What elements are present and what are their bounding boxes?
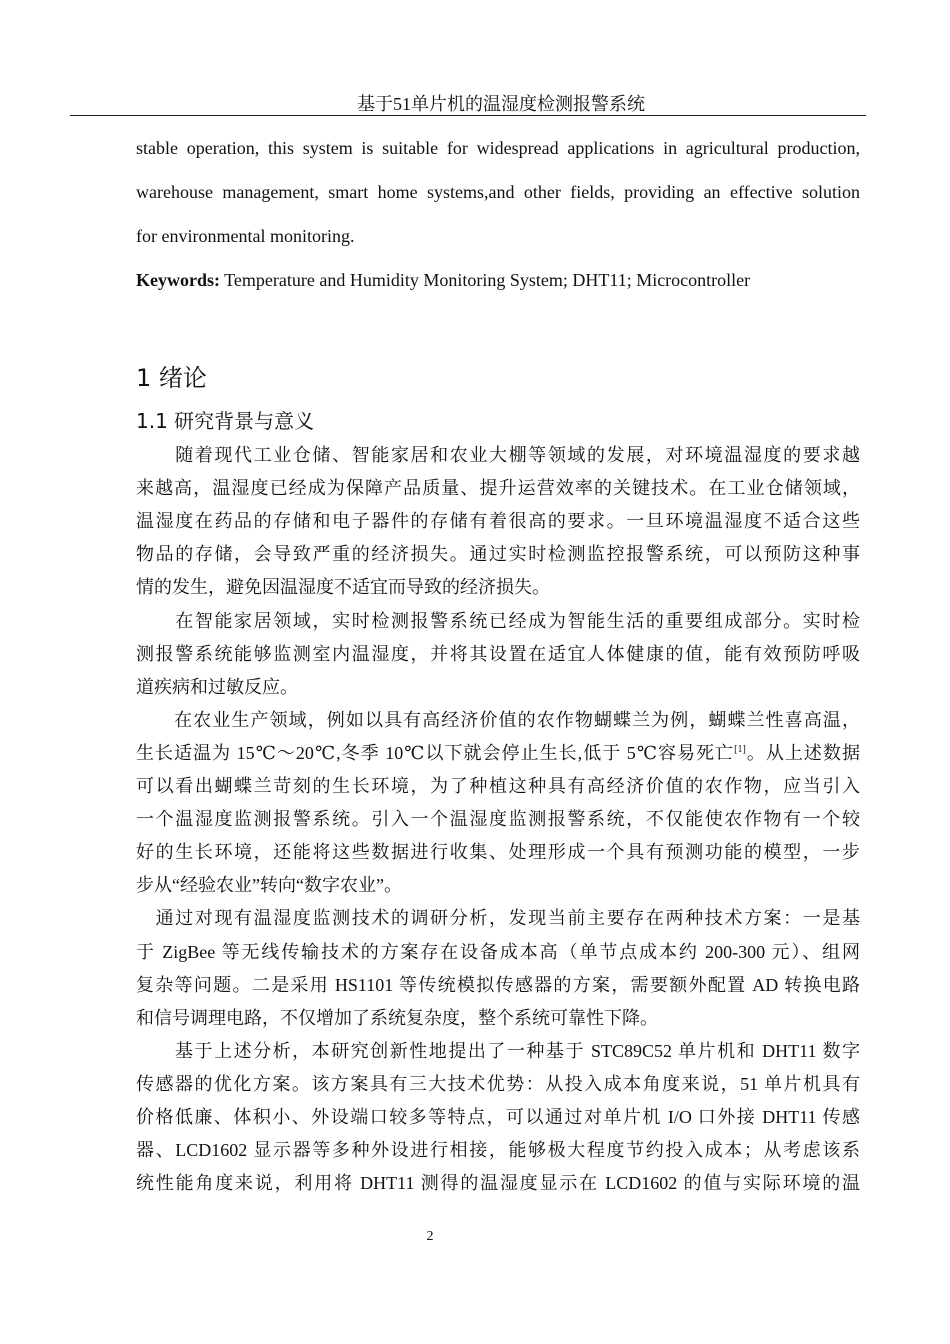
line-text: 复杂等问题。二是采用 HS1101 等传统模拟传感器的方案，需要额外配置 AD 转换电路 [136,974,860,995]
body-line [136,543,860,565]
line-text: 传感器的优化方案。该方案具有三大技术优势：从投入成本角度来说，51 单片机具有 [136,1073,860,1094]
keywords-text: Temperature and Humidity Monitoring System; DHT11; Microcontroller [220,270,751,290]
body-line [136,444,860,466]
body-line [136,974,860,996]
body-line [136,576,860,598]
line-text: 情的发生，避免因温湿度不适宜而导致的经济损失。 [136,577,550,598]
subsection-heading: 1.1 研究背景与意义 [136,409,315,433]
citation-ref: [1] [734,743,746,755]
line-text: 温湿度在药品的存储和电子器件的存储有着很高的要求。一旦环境温湿度不适合这些 [136,511,860,532]
body-line [136,1172,860,1194]
running-header: 基于51单片机的温湿度检测报警系统 [357,94,645,114]
line-text: 价格低廉、体积小、外设端口较多等特点，可以通过对单片机 I/O 口外接 DHT11 传感 [136,1107,860,1127]
line-text: 来越高，温湿度已经成为保障产品质量、提升运营效率的关键技术。在工业仓储领域， [136,478,860,499]
body-line [136,742,860,764]
line-text: 于 ZigBee 等无线传输技术的方案存在设备成本高（单节点成本约 200-300 元）、组网 [136,941,860,962]
body-line [136,1040,860,1062]
line-text: 统性能角度来说，利用将 DHT11 测得的温湿度显示在 LCD1602 的值与实际环境的温 [136,1173,860,1194]
body-line [136,941,860,963]
line-text: 随着现代工业仓储、智能家居和农业大棚等领域的发展，对环境温湿度的要求越 [136,445,860,465]
body-line [136,874,860,896]
section-heading: 1 绪论 [136,364,207,392]
line-text: 通过对现有温湿度监测技术的调研分析，发现当前主要存在两种技术方案：一是基 [136,908,860,929]
keywords-label: Keywords: [136,270,220,290]
abstract-line: stable operation, this system is suitable for widespread applications in agricultural production, [136,138,860,158]
line-text: 道疾病和过敏反应。 [136,676,298,697]
header-rule [70,115,866,116]
body-line [136,477,860,499]
page-number: 2 [426,1229,434,1244]
body-line [136,1073,860,1095]
body-line [136,610,860,632]
line-text: 物品的存储，会导致严重的经济损失。通过实时检测监控报警系统，可以预防这种事 [136,544,860,565]
body-line [136,510,860,532]
line-text: 和信号调理电路，不仅增加了系统复杂度，整个系统可靠性下降。 [136,1007,658,1028]
line-text: 基于上述分析，本研究创新性地提出了一种基于 STC89C52 单片机和 DHT11 数字 [136,1040,860,1061]
body-line [136,676,860,698]
line-text: 一个温湿度监测报警系统。引入一个温湿度监测报警系统，不仅能使农作物有一个较 [136,809,860,830]
body-line [136,841,860,863]
body-line [136,643,860,665]
line-text: 生长适温为 15℃～20℃,冬季 10℃以下就会停止生长,低于 5℃容易死亡 [136,742,735,763]
body-line [136,907,860,929]
keywords-line [136,269,860,291]
line-text: 器、LCD1602 显示器等多种外设进行相接，能够极大程度节约投入成本；从考虑该系 [136,1140,860,1161]
body-line [136,1106,860,1128]
line-text: 可以看出蝴蝶兰苛刻的生长环境，为了种植这种具有高经济价值的农作物，应当引入 [136,776,860,796]
body-line [136,808,860,830]
line-text: 步从“经验农业”转向“数字农业”。 [136,875,402,896]
line-text: 。从上述数据 [745,742,860,763]
body-line [136,709,860,731]
body-line [136,1139,860,1161]
line-text: 在农业生产领域，例如以具有高经济价值的农作物蝴蝶兰为例，蝴蝶兰性喜高温， [136,709,860,730]
line-text: 好的生长环境，还能将这些数据进行收集、处理形成一个具有预测功能的模型，一步 [136,842,860,863]
abstract-line: for environmental monitoring. [136,226,355,246]
body-line [136,775,860,797]
body-line [136,1007,860,1029]
line-text: 在智能家居领域，实时检测报警系统已经成为智能生活的重要组成部分。实时检 [136,610,860,631]
line-text: 测报警系统能够监测室内温湿度，并将其设置在适宜人体健康的值，能有效预防呼吸 [136,643,860,664]
abstract-line: warehouse management, smart home systems,and other fields, providing an effective solution [136,182,860,202]
